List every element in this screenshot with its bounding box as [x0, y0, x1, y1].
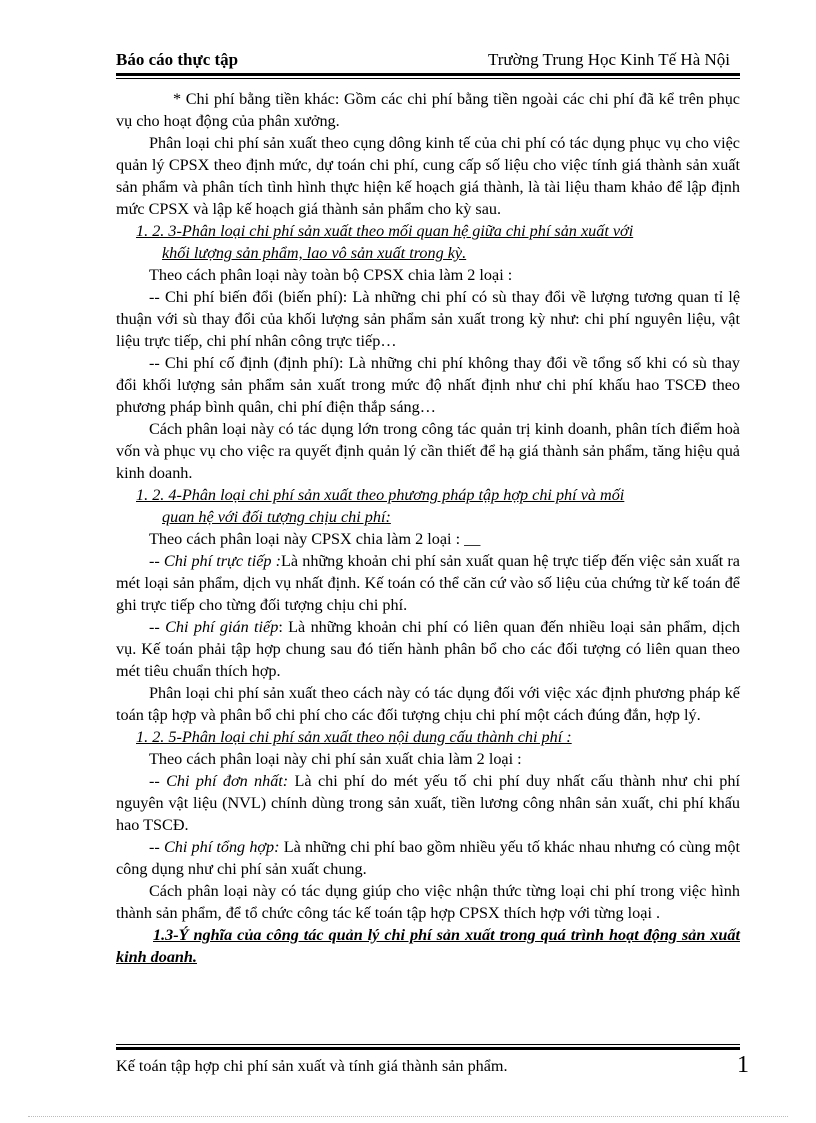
paragraph: Theo cách phân loại này toàn bộ CPSX chia làm 2 loại : — [149, 266, 513, 284]
section-heading-1-2-5 — [116, 726, 740, 748]
footer-rule-thick — [116, 1047, 740, 1050]
paragraph — [116, 616, 740, 682]
footer-document-title: Kế toán tập hợp chi phí sản xuất và tính giá thành sản phẩm. — [116, 1057, 508, 1075]
heading-line: quan hệ với đối tượng chịu chi phí: — [162, 508, 391, 526]
heading-text: 1.3-Ý nghĩa của công tác quản lý chi phí sản xuất trong quá trình hoạt động sản xuất kinh doanh. — [116, 926, 740, 966]
header-report-title: Báo cáo thực tập — [116, 50, 239, 69]
section-heading-1-3 — [116, 924, 740, 968]
page-header — [116, 50, 740, 72]
paragraph: -- Chi phí cố định (định phí): Là những chi phí không thay đổi về tổng số khi có sù thay đổi khối lượng sản phẩm sản xuất trong mức độ nhất định như chi phí khấu hao TSCĐ theo phương pháp bình quân, chi phí điện thắp sáng… — [116, 354, 740, 416]
paragraph — [116, 770, 740, 836]
page-number: 1 — [737, 1052, 749, 1078]
paragraph: Phân loại chi phí sản xuất theo cụng dông kinh tế của chi phí có tác dụng phục vụ cho việc quản lý CPSX theo định mức, dự toán chi phí, cung cấp số liệu cho việc tính giá thành sản xuất sản phẩm và phân tích tình hình thực hiện kế hoạch giá thành, là tài liệu tham khảo để lập định mức CPSX và lập kế hoạch giá thành sản phẩm cho kỳ sau. — [116, 134, 740, 218]
paragraph: Cách phân loại này có tác dụng giúp cho việc nhận thức từng loại chi phí trong việc hình thành sản phẩm, để tổ chức công tác kế toán tập hợp CPSX thích hợp với từng loại . — [116, 882, 740, 922]
header-school-name: Trường Trung Học Kinh Tế Hà Nội — [487, 50, 730, 69]
heading-line: 1. 2. 3-Phân loại chi phí sản xuất theo mối quan hệ giữa chi phí sản xuất với — [136, 222, 634, 240]
paragraph: Cách phân loại này có tác dụng lớn trong công tác quản trị kinh doanh, phân tích điểm hoà vốn và phục vụ cho việc ra quyết định quản lý cần thiết để hạ giá thành sản phẩm, tăng hiệu quả kinh doanh. — [116, 420, 740, 482]
header-rule-thick — [116, 73, 740, 76]
paragraph: * Chi phí bằng tiền khác: Gồm các chi phí bằng tiền ngoài các chi phí đã kể trên phục vụ cho hoạt động của phân xưởng. — [116, 90, 740, 130]
footer-rule-thin — [116, 1044, 740, 1045]
definition: : Là những khoản chi phí có liên quan đến nhiều loại sản phẩm, dịch vụ. Kế toán phải tập hợp chung sau đó tiến hành phân bổ cho các đối tượng có liên quan theo mét tiêu chuẩn thích hợp. — [116, 618, 741, 680]
definition: Là những chi phí bao gồm nhiều yếu tố khác nhau nhưng có cùng một công dụng như chi phí sản xuất chung. — [116, 838, 740, 878]
paragraph — [116, 550, 740, 616]
page-bottom-dotted-line — [28, 1116, 788, 1117]
header-rule-thin — [116, 78, 740, 79]
paragraph: Phân loại chi phí sản xuất theo cách này có tác dụng đối với việc xác định phương pháp kế toán tập hợp và phân bổ chi phí cho các đối tượng chịu chi phí một cách đúng đắn, hợp lý. — [116, 684, 740, 724]
paragraph: Theo cách phân loại này CPSX chia làm 2 loại : __ — [149, 530, 481, 548]
paragraph: Theo cách phân loại này chi phí sản xuất chia làm 2 loại : — [149, 750, 522, 768]
section-heading-1-2-3 — [116, 220, 740, 264]
heading-line: khối lượng sản phẩm, lao vô sản xuất trong kỳ. — [162, 244, 467, 262]
document-body — [116, 88, 740, 968]
paragraph: -- Chi phí biến đổi (biến phí): Là những chi phí có sù thay đổi về lượng tương quan tỉ lệ thuận với sù thay đổi của khối lượng sản phẩm sản xuất trong kỳ như: chi phí nguyên liệu, vật liệu trực tiếp, chi phí nhân công trực tiếp… — [116, 288, 740, 350]
term-single-cost: -- Chi phí đơn nhất: — [149, 772, 289, 790]
heading-line: 1. 2. 4-Phân loại chi phí sản xuất theo phương pháp tập hợp chi phí và mối — [136, 486, 625, 504]
definition: Là những khoản chi phí sản xuất quan hệ trực tiếp đến việc sản xuất ra mét loại sản phẩm, dịch vụ nhất định. Kế toán có thể căn cứ vào số liệu của chứng từ kế toán để ghi trực tiếp cho từng đối tượng chịu chi phí. — [116, 552, 740, 614]
heading-line: 1. 2. 5-Phân loại chi phí sản xuất theo nội dung cấu thành chi phí : — [136, 728, 572, 746]
paragraph — [116, 836, 740, 880]
definition: Là chi phí do mét yếu tố chi phí duy nhất cấu thành như chi phí nguyên vật liệu (NVL) chính dùng trong sản xuất, tiền lương công nhân sản xuất, chi phí khấu hao TSCĐ. — [116, 772, 740, 834]
term-direct-cost: -- Chi phí trực tiếp : — [149, 552, 282, 570]
section-heading-1-2-4 — [116, 484, 740, 528]
term-composite-cost: -- Chi phí tổng hợp: — [149, 838, 280, 856]
term-indirect-cost: -- Chi phí gián tiếp — [149, 618, 279, 636]
